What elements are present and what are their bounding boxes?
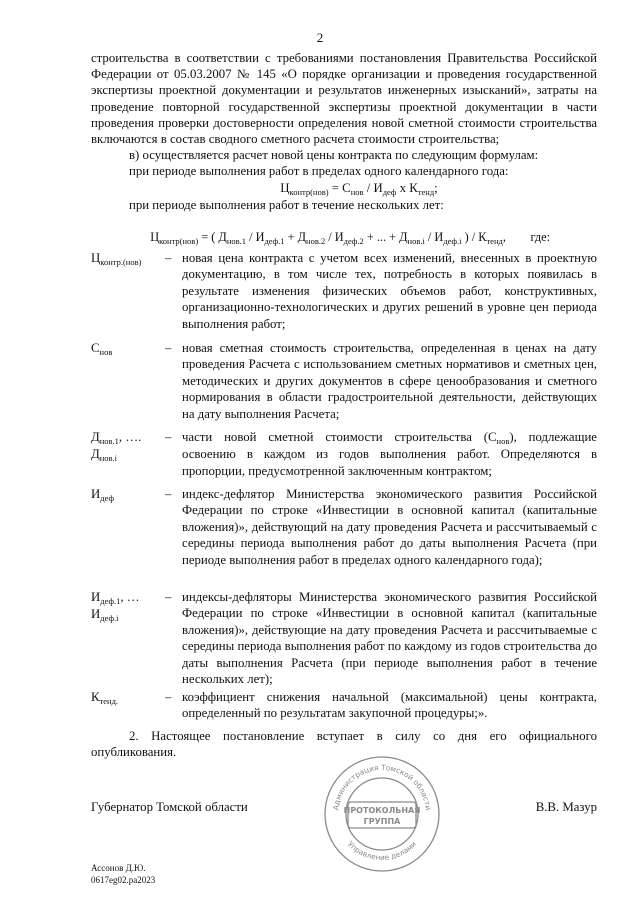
item-v: в) осуществляется расчет новой цены контракта по следующим формулам: xyxy=(129,148,539,163)
stamp-line-2: ГРУППА xyxy=(363,817,401,826)
term-description: части новой сметной стоимости строительства $(С_{нов})$, подлежащие освоению в каждом из годов выполнения работ. Определяются в пропорции, предусмотренной заключенным контрактом; xyxy=(182,430,597,478)
multi-year-label: при периоде выполнения работ в течение нескольких лет: xyxy=(129,197,444,212)
term-description: коэффициент снижения начальной (максимальной) цены контракта, определенный по результатам закупочной процедуры;». xyxy=(182,690,597,721)
term-symbol: $Д_{нов.1}$, …. $Д_{нов.i}$ xyxy=(91,430,142,464)
signatory-title: Губернатор Томской области xyxy=(91,800,248,814)
term-dash: – xyxy=(165,341,172,355)
term-description: индекс-дефлятор Министерства экономического развития Российской Федерации по строке «Инвестиции в основной капитал (капитальные вложения)», действующий на дату проведения Расчета и рассчитываемый с середины периода выполнения работ до даты выполнения Расчета (при периоде выполнения работ в пределах одного календарного года); xyxy=(182,487,597,567)
signatory-name: В.В. Мазур xyxy=(535,800,597,814)
intro-block xyxy=(91,50,597,263)
term-dash: – xyxy=(165,251,172,265)
term-symbol: $И_{деф.1}$, … $И_{деф.i}$ xyxy=(91,590,140,624)
stamp-text-bottom: Управление делами xyxy=(345,839,419,863)
footer-author: Ассонов Д.Ю. xyxy=(91,863,146,873)
intro-paragraph: строительства в соответствии с требованиями постановления Правительства Российской Федерации от 05.03.2007 № 145 «О порядке организации и проведения государственной экспертизы проектной документации и результатов инженерных изысканий», затраты на проведение повторной государственной экспертизы проектной документации в части проведения проверки достоверности определения новой сметной стоимости строительства включаются в состав сводного сметного расчета стоимости строительства; xyxy=(91,51,597,147)
single-year-label: при периоде выполнения работ в пределах одного календарного года: xyxy=(129,164,509,179)
formula-single-year: $Ц_{контр(нов)} = С_{нов} / И_{деф}$ х $К_{тенд}$; xyxy=(280,180,438,197)
stamp-line-1: ПРОТОКОЛЬНАЯ xyxy=(343,806,421,815)
footer-code: 0617eg02.ра2023 xyxy=(91,875,156,885)
term-description: новая сметная стоимость строительства, определенная в ценах на дату проведения Расчета с использованием сметных нормативов и сметных цен, методических и других документов в сфере ценообразования и сметного нормирования в области градостроительной деятельности, действующих на дату выполнения Расчета; xyxy=(182,341,597,421)
term-symbol: $К_{тенд.}$ xyxy=(91,690,119,706)
stamp-text-top: Администрация Томской области xyxy=(331,762,433,811)
term-dash: – xyxy=(165,590,172,604)
term-description: индексы-дефляторы Министерства экономического развития Российской Федерации по строке «Инвестиции в основной капитал (капитальные вложения)», действующие на дату проведения Расчета и рассчитываемые с середины периода выполнения работ по каждому из годов строительства до даты выполнения Расчета (при периоде выполнения работ в течение нескольких лет); xyxy=(182,590,597,687)
term-dash: – xyxy=(165,487,172,501)
protocol-group-stamp xyxy=(322,754,442,874)
page-number: 2 xyxy=(316,30,324,45)
final-paragraph: 2. Настоящее постановление вступает в силу со дня его официального опубликования. xyxy=(91,729,597,760)
term-dash: – xyxy=(165,690,172,704)
formula-multi-year: $Ц_{контр(нов)}$ = ( $Д_{нов.1} / И_{деф.1} + Д_{нов.2} / И_{деф.2}$ + ... + $Д_{нов.i} / И_{деф.i}$ ) / $К_{тенд}$, где: xyxy=(150,230,551,247)
footer xyxy=(91,862,155,886)
term-dash: – xyxy=(165,430,172,444)
term-symbol: $И_{деф}$ xyxy=(91,487,114,503)
term-description: новая цена контракта с учетом всех изменений, внесенных в проектную документацию, в том числе тех, потребность в которых появилась в результате изменения физических объемов работ, конструктивных, организационно-технологических и других решений в уровне цен периода выполнения работ; xyxy=(182,251,597,331)
term-symbol: $С_{нов}$ xyxy=(91,341,113,357)
term-symbol: $Ц_{контр.(нов)}$ xyxy=(91,251,142,267)
